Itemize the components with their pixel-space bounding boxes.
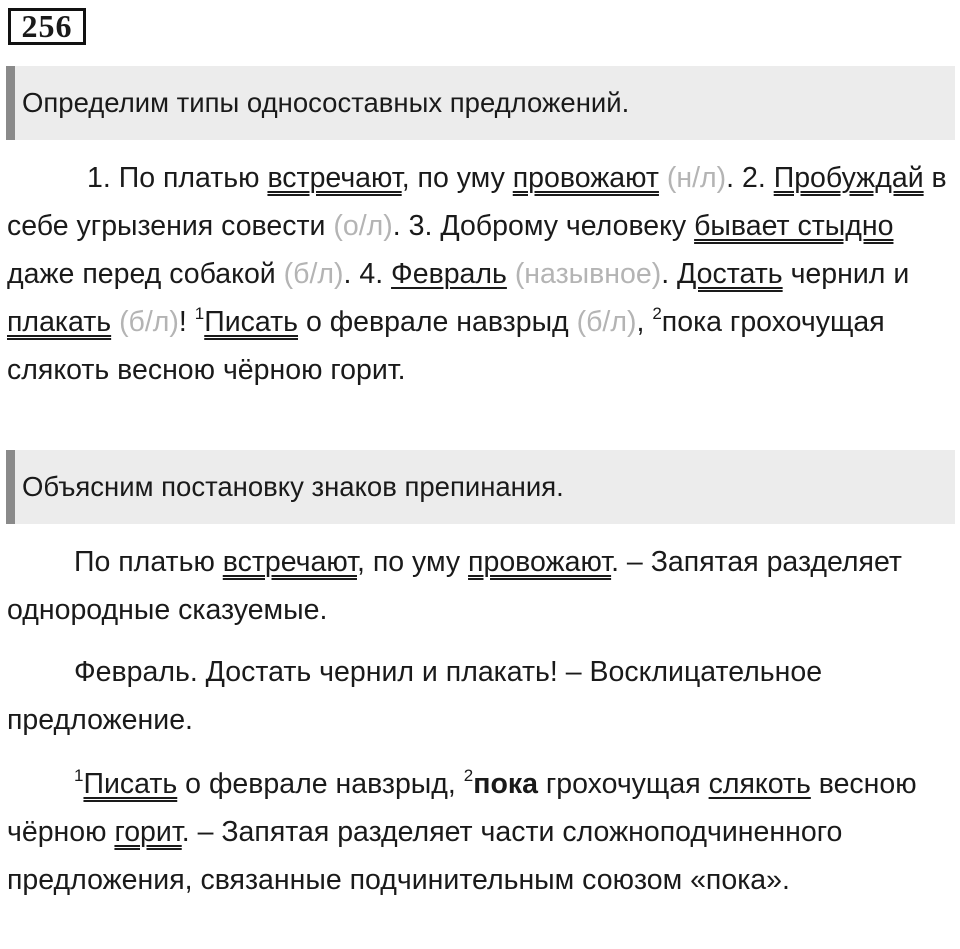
predicate: встречают bbox=[222, 546, 357, 578]
predicate: встречают bbox=[267, 162, 402, 194]
text: Февраль. Достать чернил и плакать! – Восклицательное предложение. bbox=[7, 656, 823, 736]
sentence-number: 4. bbox=[359, 258, 384, 290]
predicate: Пробуждай bbox=[773, 162, 924, 194]
clause-index: 1 bbox=[194, 304, 205, 323]
sentence-number: 2. bbox=[742, 162, 766, 194]
analysis-paragraph bbox=[7, 154, 953, 394]
predicate: Достать bbox=[677, 258, 783, 290]
explanation-paragraph bbox=[7, 760, 953, 904]
predicate: провожают bbox=[468, 546, 612, 578]
explanation-paragraph bbox=[7, 538, 953, 634]
predicate: Писать bbox=[83, 768, 178, 800]
subject: Февраль bbox=[391, 258, 507, 290]
sentence-type-label: (о/л) bbox=[333, 210, 393, 242]
task-number: 256 bbox=[8, 8, 86, 45]
text: весною чёрною bbox=[7, 768, 917, 848]
punctuation: . bbox=[726, 162, 735, 194]
predicate: горит bbox=[114, 816, 182, 848]
punctuation: . bbox=[392, 210, 401, 242]
text: пока грохочущая слякоть весною чёрною горит. bbox=[7, 306, 885, 386]
sentence-type-label: (б/л) bbox=[283, 258, 344, 290]
predicate: бывает стыдно bbox=[694, 210, 894, 242]
text: По платью bbox=[74, 546, 215, 578]
conjunction: пока bbox=[473, 768, 538, 800]
subject: слякоть bbox=[708, 768, 811, 800]
clause-index: 2 bbox=[652, 304, 662, 323]
text: По платью bbox=[118, 162, 260, 194]
sentence-type-label: (б/л) bbox=[119, 306, 179, 338]
text: , по уму bbox=[356, 546, 461, 578]
text: грохочущая bbox=[545, 768, 701, 800]
punctuation: . bbox=[343, 258, 352, 290]
sentence-number: 3. bbox=[408, 210, 433, 242]
text: о феврале навзрыд, bbox=[185, 768, 456, 800]
sentence-type-label: (назывное) bbox=[514, 258, 662, 290]
text: о феврале навзрыд bbox=[305, 306, 569, 338]
sentence-type-label: (б/л) bbox=[576, 306, 637, 338]
punctuation: ! bbox=[178, 306, 187, 338]
text: даже перед собакой bbox=[7, 258, 276, 290]
text: Доброму человеку bbox=[440, 210, 687, 242]
punctuation: , bbox=[636, 306, 645, 338]
punctuation: . bbox=[661, 258, 670, 290]
text: в себе угрызения совести bbox=[7, 162, 947, 242]
clause-index: 1 bbox=[74, 766, 84, 785]
predicate: Писать bbox=[204, 306, 299, 338]
sentence-type-label: (н/л) bbox=[666, 162, 727, 194]
sentence-number: 1. bbox=[87, 162, 111, 194]
text: , по уму bbox=[401, 162, 505, 194]
predicate: провожают bbox=[512, 162, 659, 194]
text: . – Запятая разделяет однородные сказуемые. bbox=[7, 546, 902, 626]
predicate: плакать bbox=[7, 306, 112, 338]
section-heading-types: Определим типы односоставных предложений. bbox=[6, 66, 955, 140]
text: чернил и bbox=[790, 258, 910, 290]
section-heading-punctuation: Объясним постановку знаков препинания. bbox=[6, 450, 955, 524]
clause-index: 2 bbox=[463, 766, 474, 785]
text: . – Запятая разделяет части сложноподчиненного предложения, связанные подчинительным союзом «пока». bbox=[7, 816, 843, 896]
explanation-paragraph bbox=[7, 648, 953, 744]
